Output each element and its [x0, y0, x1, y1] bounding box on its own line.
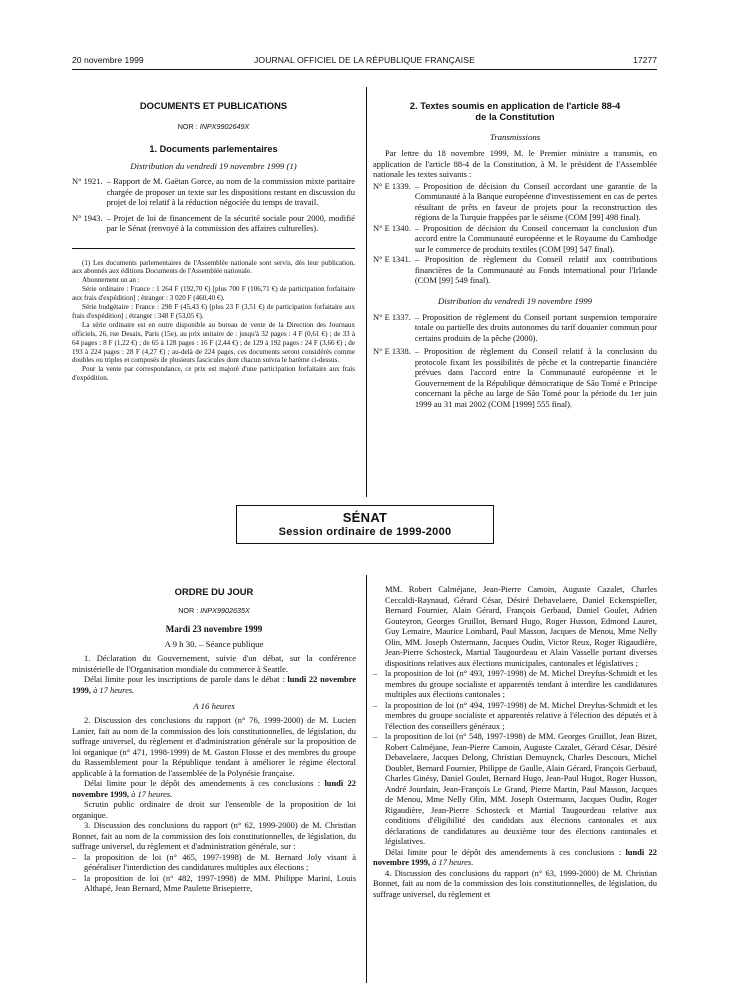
section-title-line1: 2. Textes soumis en application de l'article 88-4 — [409, 100, 621, 111]
delay-notice: Délai limite pour le dépôt des amendements à ces conclusions : lundi 22 novembre 1999, à 17 heures. — [72, 778, 356, 799]
footnote-divider — [72, 248, 355, 249]
session-title: Session ordinaire de 1999-2000 — [278, 526, 452, 538]
list-item: – la proposition de loi (n° 548, 1997-1998) de MM. Georges Gruillot, Jean Bizet, Robert Calméjane, Jean-Pierre Camoin, Auguste Cazalet, Gérard César, Désiré Debavelaere, Jacques Delong, Christian Demuynck, Charles Descours, Michel Doublet, Bernard Fournier, Philippe de Gaulle, Alain Gérard, François Gerbaud, Charles Ginésy, Daniel Goulet, Bernard Hugo, Jean-Paul Hugot, Roger Husson, André Jourdain, Jean-François Le Grand, Pierre Martin, Paul Masson, Jacques de Menou, Mme Nelly Olin, MM. Joseph Ostermann, Jacques Oudin, Roger Rigaudière, Jean-Pierre Schosteck et Martial Taugourdeau relative aux conditions d'éligibilité des candidats aux élections cantonales et aux déclarations de candidatures au deuxième tour des élections cantonales et législatives. — [373, 731, 657, 846]
textes-soumis-section — [373, 100, 657, 409]
page-header — [72, 55, 657, 67]
continued-paragraph: MM. Robert Calméjane, Jean-Pierre Camoin, Auguste Cazalet, Charles Ceccaldi-Raynaud, Gérard César, Désiré Debavelaere, Daniel Eckenspieller, Bernard Fournier, Alain Gérard, François Gerbaud, Daniel Goulet, Adrien Gouteyron, Georges Gruillot, Bernard Hugo, Roger Husson, Edmond Lauret, Guy Lemaire, Maurice Lombard, Paul Masson, Jacques de Menou, Mme Nelly Olin, MM. Joseph Ostermann, Jacques Oudin, Victor Reux, Roger Rigaudière, Jean-Pierre Schosteck, Martial Taugourdeau et Alain Vasselle portant diverses dispositions relatives aux élections municipales, cantonales et législatives ; — [385, 584, 657, 668]
text-entry: N° E 1341. – Proposition de règlement du Conseil relatif aux contributions financières de la Communauté au Fonds international pour l'Irlande (COM [99] 549 final). — [373, 254, 657, 285]
transmissions-heading: Transmissions — [489, 132, 541, 142]
section-title: DOCUMENTS ET PUBLICATIONS — [139, 100, 288, 111]
delay-notice: Délai limite pour les inscriptions de parole dans le débat : lundi 22 novembre 1999, à 17 heures. — [72, 674, 356, 695]
column-separator — [366, 87, 367, 497]
agenda-item-3: 3. Discussion des conclusions du rapport (n° 62, 1999-2000) de M. Christian Bonnet, fait au nom de la commission des lois constitutionnelles, de législation, du suffrage universel, du règlement et d'administration générale, sur : — [72, 820, 356, 851]
document-entry: N° 1921. – Rapport de M. Gaëtan Gorce, au nom de la commission mixte paritaire chargée de proposer un texte sur les dispositions restant en discussion du projet de loi relatif à la réduction négociée du temps de travail. — [72, 176, 355, 207]
nor-reference: NOR : INPX9902635X — [178, 606, 250, 615]
footnote: Pour la vente par correspondance, ce prix est majoré d'une participation forfaitaire aux frais d'expédition. — [72, 365, 355, 383]
section-title-line2: de la Constitution — [475, 111, 555, 122]
footnote: (1) Les documents parlementaires de l'Assemblée nationale sont servis, dès leur publication, aux abonnés aux éditions Documents de l'Assemblée nationale. — [72, 258, 355, 276]
list-item: – la proposition de loi (n° 482, 1997-1998) de MM. Philippe Marini, Louis Althapé, Jean Bernard, Mme Paulette Brisepierre, — [72, 872, 356, 893]
list-item: – la proposition de loi (n° 494, 1997-1998) de M. Michel Dreyfus-Schmidt et les membres du groupe socialiste et apparentés relative à l'élection des députés et à l'élection des conseillers généraux ; — [373, 699, 657, 731]
subsection-title: 1. Documents parlementaires — [149, 144, 278, 154]
journal-title: JOURNAL OFFICIEL DE LA RÉPUBLIQUE FRANÇAISE — [254, 55, 475, 65]
section-title: ORDRE DU JOUR — [174, 586, 254, 597]
delay-notice: Délai limite pour le dépôt des amendements à ces conclusions : lundi 22 novembre 1999, à 17 heures. — [373, 846, 657, 867]
footnote: Série budgétaire : France : 298 F (45,43 €) [plus 23 F (3,51 €) de participation forfaitaire aux frais d'expédition] ; étranger : 348 F (53,05 €). — [72, 303, 355, 320]
header-date: 20 novembre 1999 — [72, 55, 144, 65]
text-entry: N° E 1340. – Proposition de décision du Conseil concernant la conclusion d'un accord entre la Communauté européenne et le Royaume du Cambodge sur le commerce de produits textiles (COM [99] 547 final). — [373, 222, 657, 254]
transmission-intro: Par lettre du 18 novembre 1999, M. le Premier ministre a transmis, en application de l'article 88-4 de la Constitution, à M. le président de l'Assemblée nationale les textes suivants : — [373, 148, 657, 179]
session-date: Mardi 23 novembre 1999 — [165, 624, 263, 634]
ordre-du-jour-section — [72, 586, 356, 894]
seance-time: A 9 h 30. – Séance publique — [164, 639, 264, 649]
seance-time: A 16 heures — [193, 701, 235, 711]
footnote: La série ordinaire est en outre disponible au bureau de vente de la Direction des Journaux officiels, 26, rue Desaix, Paris (15e), au prix unitaire de : jusqu'à 32 pages : 4 F (0,61 €) ; de 33 à 64 pages : 8 F (1,22 €) ; de 65 à 128 pages : 16 F (2,44 €) ; de 129 à 192 pages : 24 F (3,66 €) ; de 193 à 224 pages : 28 F (4,27 €) ; au-delà de 224 pages, ces documents seront considérés comme doubles ou triples et composés de plusieurs fascicules dont chacun suivra le barème ci-dessus. — [72, 320, 355, 365]
senat-heading-box — [236, 505, 494, 544]
senat-title: SÉNAT — [342, 510, 388, 525]
agenda-item-4: 4. Discussion des conclusions du rapport (n° 63, 1999-2000) de M. Christian Bonnet, fait au nom de la commission des lois constitutionnelles, de législation, du suffrage universel, du règlement et — [373, 867, 657, 899]
text-entry: N° E 1338. – Proposition de règlement du Conseil relatif à la conclusion du protocole fixant les possibilités de pêche et la contrepartie financière prévues dans l'accord entre la Communauté européenne et le Gouvernement de la République démocratique de São Tomé e Principe concernant la pêche au large de São Tomé pour la période du 1er juin 1999 au 31 mai 2002 (COM [1999] 555 final). — [373, 346, 657, 409]
list-item: – la proposition de loi (n° 493, 1997-1998) de M. Michel Dreyfus-Schmidt et les membres du groupe socialiste et apparentés tendant à interdire les candidatures multiples aux élections cantonales ; — [373, 668, 657, 699]
distribution-date: Distribution du vendredi 19 novembre 1999 — [437, 295, 592, 306]
page-number: 17277 — [633, 55, 657, 65]
agenda-item-2: 2. Discussion des conclusions du rapport (n° 76, 1999-2000) de M. Lucien Lanier, fait au nom de la commission des lois constitutionnelles, de législation, du suffrage universel, du règlement et d'administration générale sur la proposition de loi organique (n° 471, 1998-1999) de M. Gaston Flosse et des membres du groupe du Rassemblement pour la République tendant à améliorer le régime électoral applicable à la formation de l'assemblée de la Polynésie française. — [72, 715, 356, 778]
list-item: – la proposition de loi (n° 465, 1997-1998) de M. Bernard Joly visant à généraliser l'interdiction des candidatures multiples aux élections ; — [72, 851, 356, 872]
footnote: Série ordinaire : France : 1 264 F (192,70 €) [plus 700 F (106,71 €) de participation forfaitaire aux frais d'expédition] ; étranger : 3 020 F (460,40 €). — [72, 285, 355, 303]
nor-reference: NOR : INPX9902649X — [177, 122, 250, 131]
distribution-date: Distribution du vendredi 19 novembre 1999 (1) — [130, 161, 297, 171]
footnote: Abonnement un an : — [82, 276, 140, 285]
ordre-du-jour-continued — [373, 584, 657, 899]
agenda-item-1: 1. Déclaration du Gouvernement, suivie d'un débat, sur la conférence ministérielle de l'Organisation mondiale du commerce à Seattle. — [72, 653, 356, 674]
text-entry: N° E 1339. – Proposition de décision du Conseil accordant une garantie de la Communauté à la Banque européenne d'investissement en cas de pertes résultant de prêts en faveur de projets pour la reconstruction des régions de la Turquie frappées par le séisme (COM [99] 498 final). — [373, 180, 657, 222]
footnotes — [72, 259, 355, 384]
document-entry: N° 1943. – Projet de loi de financement de la sécurité sociale pour 2000, modifié par le Sénat (renvoyé à la commission des affaires culturelles). — [72, 212, 355, 233]
header-rule — [72, 69, 657, 70]
text-entry: N° E 1337. – Proposition de règlement du Conseil portant suspension temporaire totale ou partielle des droits autonomes du tarif douanier commun pour certains produits de la pêche (2000). — [373, 311, 657, 343]
scrutin-notice: Scrutin public ordinaire de droit sur l'ensemble de la proposition de loi organique. — [72, 799, 356, 820]
documents-publications-section — [72, 100, 355, 383]
column-separator — [366, 575, 367, 983]
